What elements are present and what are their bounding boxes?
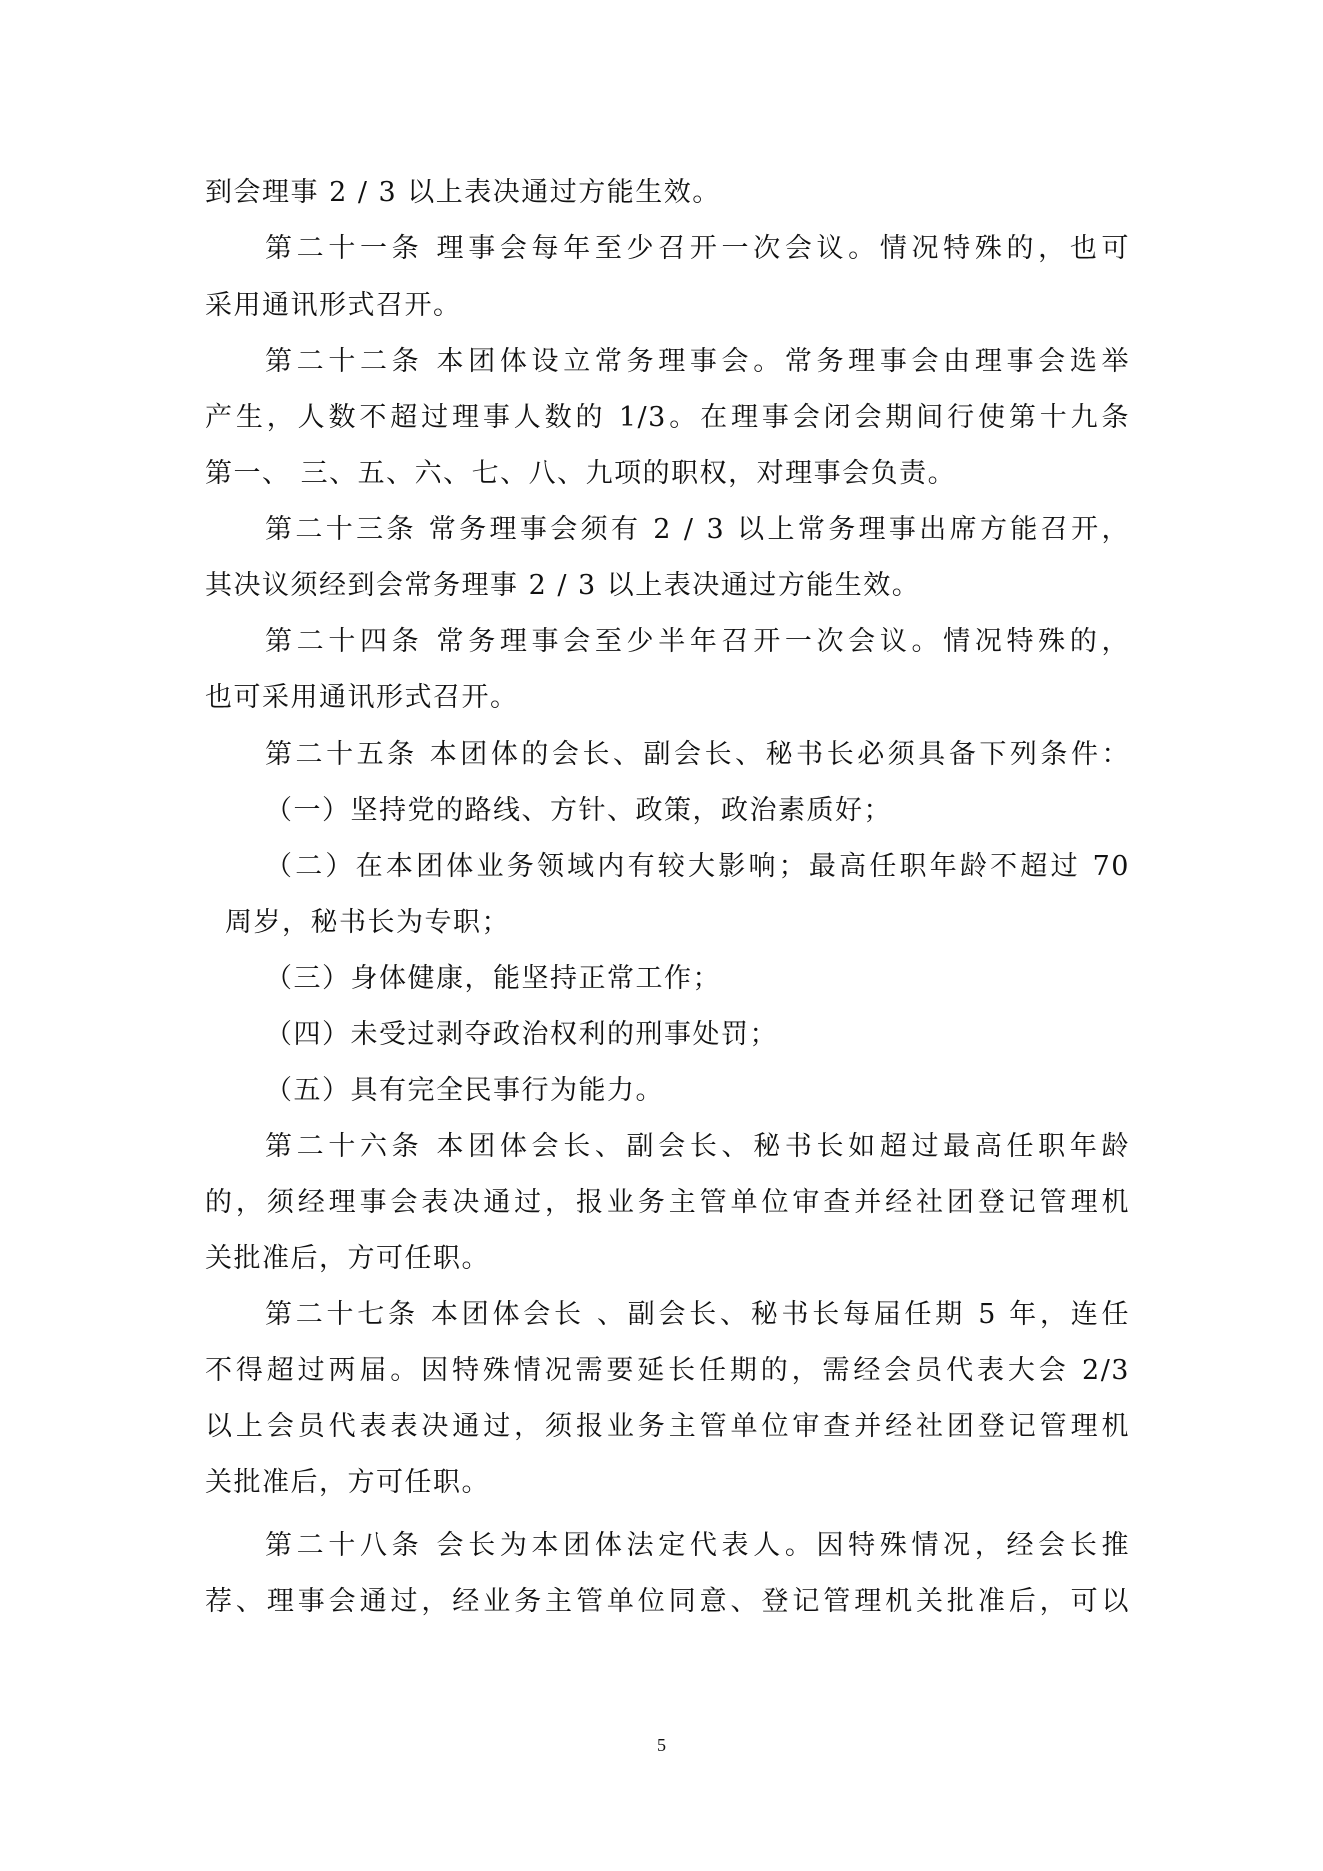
page-number: 5 (657, 1735, 666, 1755)
article-26-line: 第二十六条 本团体会长、副会长、秘书长如超过最高任职年龄 (265, 1131, 1130, 1162)
article-21-line: 第二十一条 理事会每年至少召开一次会议。情况特殊的，也可 (265, 233, 1130, 264)
article-24-line: 第二十四条 常务理事会至少半年召开一次会议。情况特殊的， (265, 626, 1130, 657)
text-line: 荐、理事会通过，经业务主管单位同意、登记管理机关批准后，可以 (205, 1586, 1130, 1617)
text-line: 采用通讯形式召开。 (205, 290, 462, 321)
list-item-5: （五）具有完全民事行为能力。 (265, 1075, 664, 1106)
text-line: 关批准后，方可任职。 (205, 1467, 490, 1498)
article-27-line: 第二十七条 本团体会长 、副会长、秘书长每届任期 5 年，连任 (265, 1299, 1130, 1330)
list-item-3: （三）身体健康，能坚持正常工作； (265, 963, 721, 994)
list-item-1: （一）坚持党的路线、方针、政策，政治素质好； (265, 795, 892, 826)
text-line: 产生，人数不超过理事人数的 1/3。在理事会闭会期间行使第十九条 (205, 402, 1130, 433)
text-line: 其决议须经到会常务理事 2 / 3 以上表决通过方能生效。 (205, 570, 921, 601)
text-line: 不得超过两届。因特殊情况需要延长任期的，需经会员代表大会 2/3 (205, 1355, 1130, 1386)
text-line: 也可采用通讯形式召开。 (205, 682, 519, 713)
text-line: 以上会员代表表决通过，须报业务主管单位审查并经社团登记管理机 (205, 1411, 1130, 1442)
text-line: 第一、 三、五、六、七、八、九项的职权，对理事会负责。 (205, 458, 957, 489)
text-line: 关批准后，方可任职。 (205, 1243, 490, 1274)
article-25-line: 第二十五条 本团体的会长、副会长、秘书长必须具备下列条件： (265, 739, 1130, 770)
text-line: 的，须经理事会表决通过，报业务主管单位审查并经社团登记管理机 (205, 1187, 1130, 1218)
list-item-2-continuation: 周岁，秘书长为专职； (225, 907, 510, 938)
article-28-line: 第二十八条 会长为本团体法定代表人。因特殊情况，经会长推 (265, 1530, 1130, 1561)
article-22-line: 第二十二条 本团体设立常务理事会。常务理事会由理事会选举 (265, 346, 1130, 377)
article-23-line: 第二十三条 常务理事会须有 2 / 3 以上常务理事出席方能召开， (265, 514, 1130, 545)
text-line: 到会理事 2 / 3 以上表决通过方能生效。 (205, 177, 721, 208)
list-item-2: （二）在本团体业务领域内有较大影响；最高任职年龄不超过 70 (265, 851, 1130, 882)
list-item-4: （四）未受过剥夺政治权利的刑事处罚； (265, 1019, 778, 1050)
